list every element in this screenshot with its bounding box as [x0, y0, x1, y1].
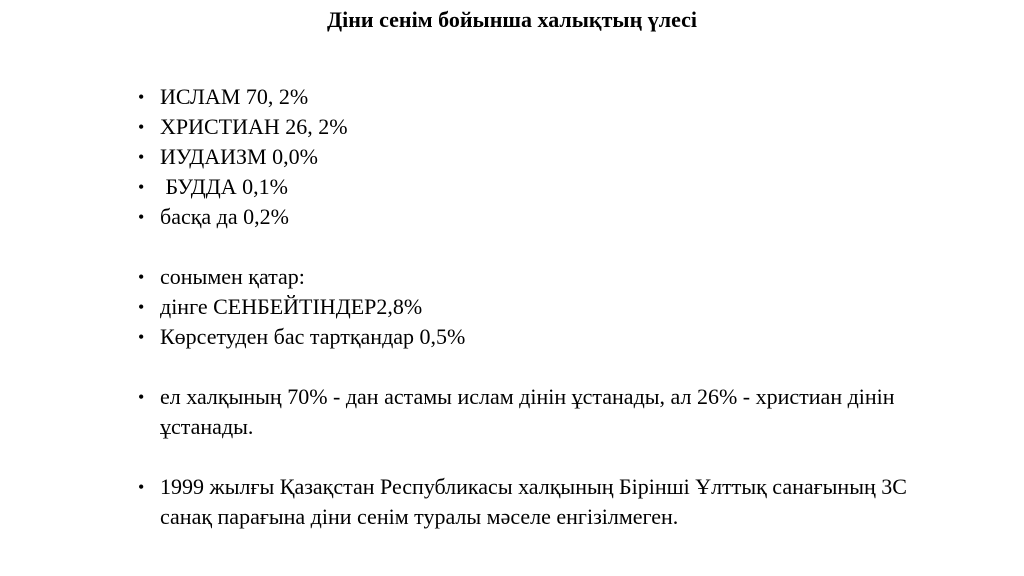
list-item: [138, 82, 958, 112]
bullet-icon: •: [138, 267, 145, 287]
bullet-list: [138, 82, 958, 532]
list-item: [138, 472, 958, 532]
list-item-text: басқа да 0,2%: [160, 204, 289, 229]
list-item-text: ИСЛАМ 70, 2%: [160, 84, 309, 109]
list-item-text: дінге СЕНБЕЙТІНДЕР2,8%: [160, 294, 423, 319]
bullet-icon: •: [138, 327, 145, 347]
list-item: [138, 262, 958, 292]
list-item: [138, 142, 958, 172]
bullet-icon: •: [138, 87, 145, 107]
bullet-icon: •: [138, 387, 145, 407]
bullet-icon: •: [138, 117, 145, 137]
bullet-icon: •: [138, 477, 145, 497]
list-item: [138, 382, 958, 442]
list-item: [138, 292, 958, 322]
slide-title: Діни сенім бойынша халықтың үлесі: [327, 7, 697, 32]
list-item-text: ИУДАИЗМ 0,0%: [160, 144, 318, 169]
list-item: [138, 322, 958, 352]
list-item-text: БУДДА 0,1%: [160, 174, 288, 199]
list-item: [138, 112, 958, 142]
list-item-text: ел халқының 70% - дан астамы ислам дінін ұстанады, ал 26% - христиан дінін ұстанады.: [160, 384, 895, 439]
bullet-icon: •: [138, 297, 145, 317]
list-item-text: 1999 жылғы Қазақстан Республикасы халқының Бірінші Ұлттық санағының 3С санақ парағына діни сенім туралы мәселе енгізілмеген.: [160, 474, 907, 529]
list-item-text: сонымен қатар:: [160, 264, 305, 289]
list-item: [138, 202, 958, 232]
list-item: [138, 172, 958, 202]
list-item-text: Көрсетуден бас тартқандар 0,5%: [160, 324, 466, 349]
bullet-icon: •: [138, 147, 145, 167]
bullet-icon: •: [138, 207, 145, 227]
bullet-icon: •: [138, 177, 145, 197]
list-item-text: ХРИСТИАН 26, 2%: [160, 114, 348, 139]
